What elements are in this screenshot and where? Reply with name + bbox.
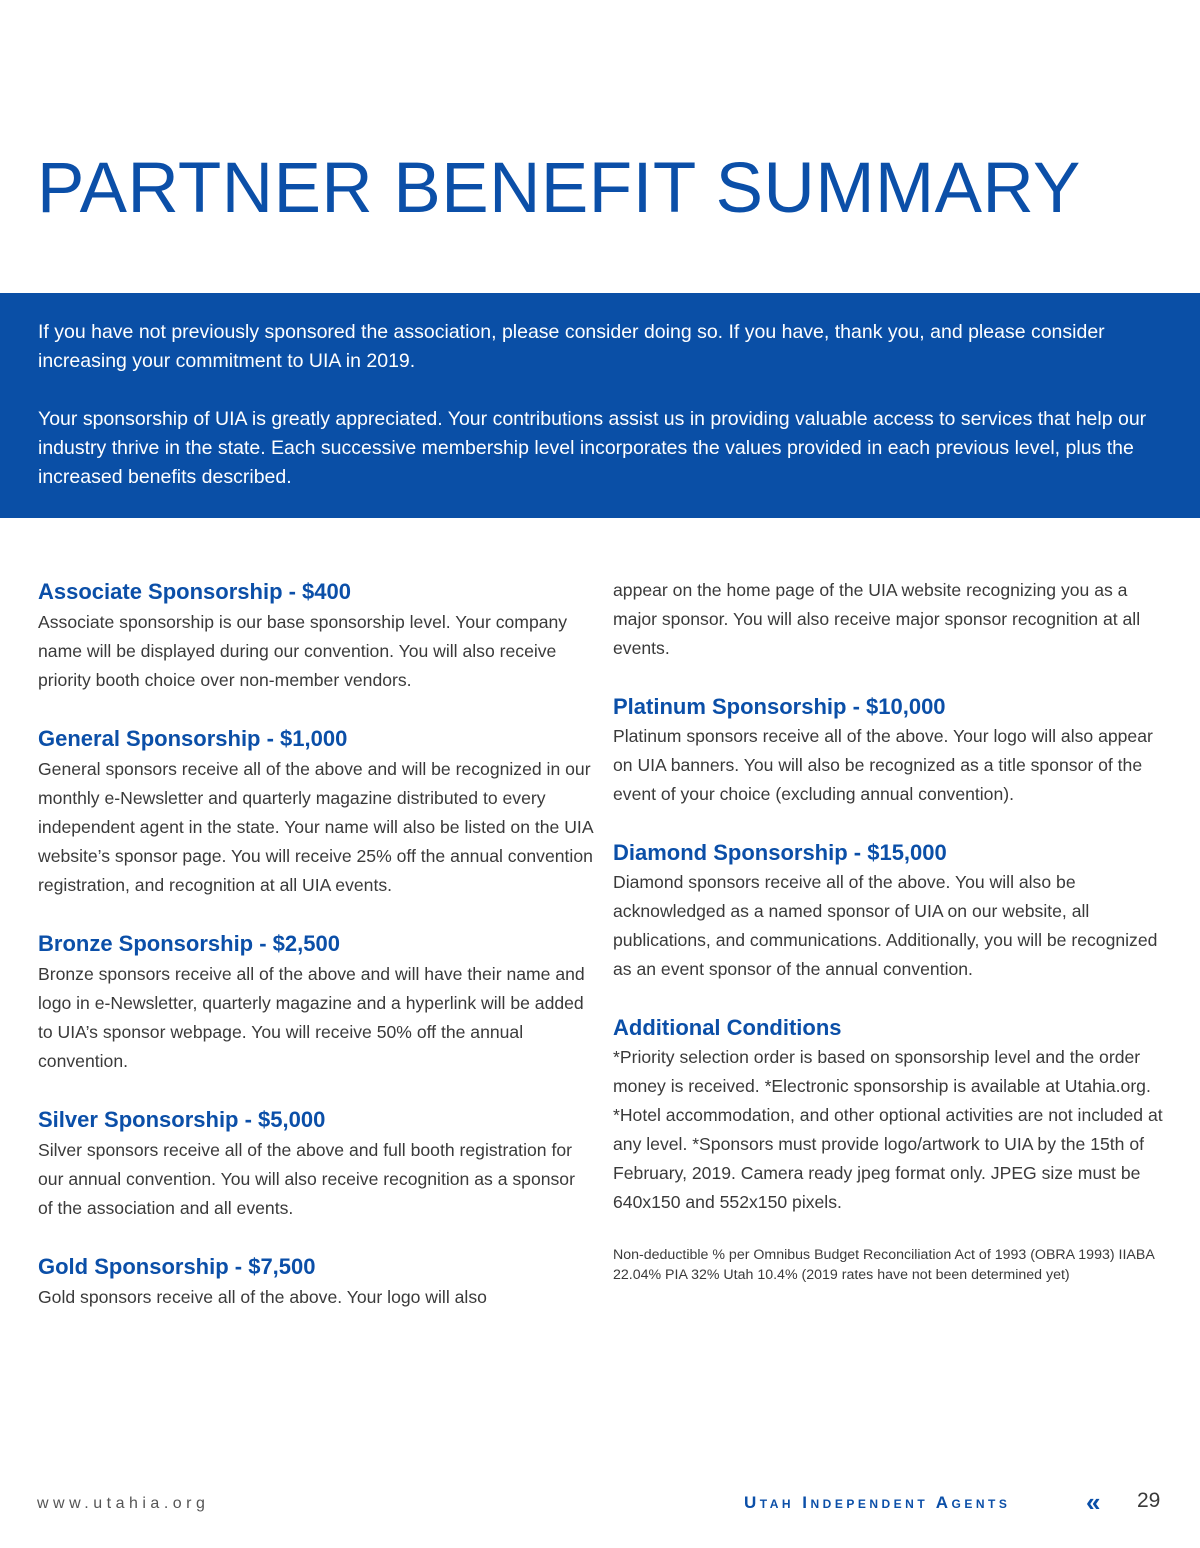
right-column bbox=[613, 576, 1173, 1285]
gold-section bbox=[38, 1252, 593, 1312]
footnote: Non-deductible % per Omnibus Budget Reconciliation Act of 1993 (OBRA 1993) IIABA 22.04% PIA 32% Utah 10.4% (2019 rates have not been determined yet) bbox=[613, 1247, 1155, 1283]
footer-organization: Utah Independent Agents bbox=[744, 1493, 1011, 1512]
gold-heading: Gold Sponsorship - $7,500 bbox=[38, 1254, 316, 1279]
diamond-section bbox=[613, 838, 1173, 984]
general-body: General sponsors receive all of the above and will be recognized in our monthly e-Newsletter and quarterly magazine distributed to every independent agent in the state. Your name will also be listed on the UIA website’s sponsor page. You will receive 25% off the annual convention registration, and recognition at all UIA events. bbox=[38, 759, 593, 895]
footer-website: www.utahia.org bbox=[37, 1495, 210, 1512]
associate-section bbox=[38, 577, 593, 695]
platinum-body: Platinum sponsors receive all of the above. Your logo will also appear on UIA banners. You will also be recognized as a title sponsor of the event of your choice (excluding annual convention). bbox=[613, 726, 1153, 804]
diamond-heading: Diamond Sponsorship - $15,000 bbox=[613, 840, 947, 865]
page-number: 29 bbox=[1137, 1489, 1161, 1512]
silver-section bbox=[38, 1105, 593, 1223]
chevron-left-icon: « bbox=[1086, 1487, 1101, 1517]
page-title: PARTNER BENEFIT SUMMARY bbox=[37, 149, 1081, 228]
general-section bbox=[38, 724, 593, 900]
bronze-body: Bronze sponsors receive all of the above and will have their name and logo in e-Newsletter, quarterly magazine and a hyperlink will be added to UIA’s sponsor webpage. You will receive 50% off the annual convention. bbox=[38, 964, 585, 1071]
additional-conditions-body: *Priority selection order is based on sponsorship level and the order money is received. *Electronic sponsorship is available at Utahia.org. *Hotel accommodation, and other optional activities are not included at any level. *Sponsors must provide logo/artwork to UIA by the 15th of February, 2019. Camera ready jpeg format only. JPEG size must be 640x150 and 552x150 pixels. bbox=[613, 1047, 1163, 1212]
general-heading: General Sponsorship - $1,000 bbox=[38, 726, 348, 751]
gold-continuation bbox=[613, 576, 1173, 663]
silver-body: Silver sponsors receive all of the above and full booth registration for our annual convention. You will also receive recognition as a sponsor of the association and all events. bbox=[38, 1140, 575, 1218]
silver-heading: Silver Sponsorship - $5,000 bbox=[38, 1107, 326, 1132]
bronze-section bbox=[38, 929, 593, 1076]
associate-body: Associate sponsorship is our base sponsorship level. Your company name will be displayed during our convention. You will also receive priority booth choice over non-member vendors. bbox=[38, 612, 568, 690]
associate-heading: Associate Sponsorship - $400 bbox=[38, 579, 351, 604]
bronze-heading: Bronze Sponsorship - $2,500 bbox=[38, 931, 340, 956]
intro-banner bbox=[0, 293, 1200, 518]
gold-body-continued: appear on the home page of the UIA website recognizing you as a major sponsor. You will also receive major sponsor recognition at all events. bbox=[613, 580, 1141, 658]
gold-body: Gold sponsors receive all of the above. Your logo will also bbox=[38, 1287, 487, 1307]
platinum-section bbox=[613, 692, 1173, 809]
intro-paragraph-1: If you have not previously sponsored the association, please consider doing so. If you have, thank you, and please consider increasing your commitment to UIA in 2019. bbox=[38, 321, 1105, 372]
platinum-heading: Platinum Sponsorship - $10,000 bbox=[613, 694, 946, 719]
left-column bbox=[38, 577, 593, 1341]
additional-conditions-section bbox=[613, 1013, 1173, 1217]
diamond-body: Diamond sponsors receive all of the above. You will also be acknowledged as a named sponsor of UIA on our website, all publications, and communications. Additionally, you will be recognized as an event sponsor of the annual convention. bbox=[613, 872, 1158, 979]
intro-paragraph-2: Your sponsorship of UIA is greatly appreciated. Your contributions assist us in providing valuable access to services that help our industry thrive in the state. Each successive membership level incorporates the values provided in each previous level, plus the increased benefits described. bbox=[38, 408, 1147, 488]
additional-conditions-heading: Additional Conditions bbox=[613, 1015, 842, 1040]
